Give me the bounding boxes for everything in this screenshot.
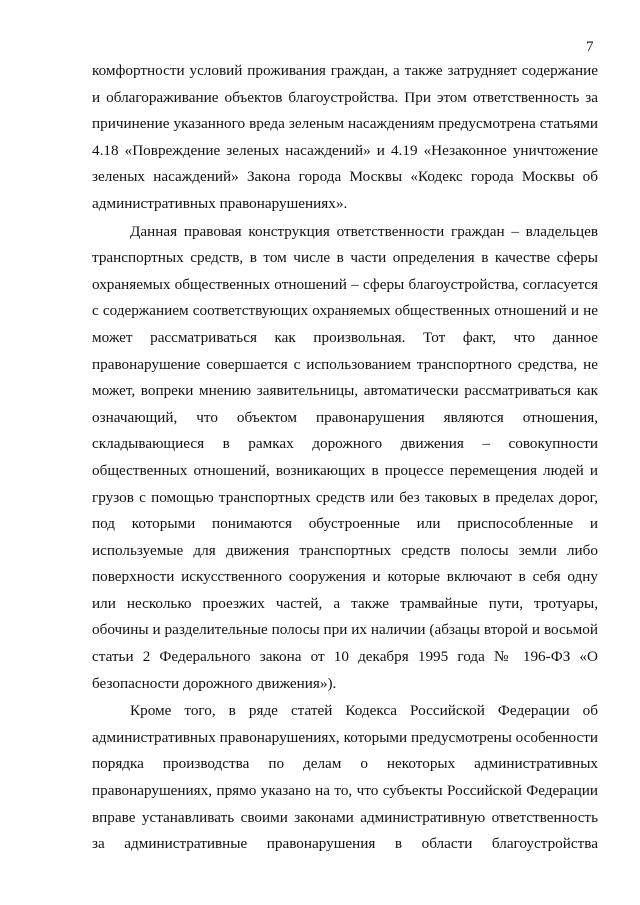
text-line: обочины и разделительные полосы при их наличии (абзацы второй и восьмой (92, 621, 598, 639)
paragraph-3 (92, 698, 598, 858)
text-line: вправе устанавливать своими законами административную ответственность (92, 808, 598, 826)
text-line: может рассматриваться как произвольная. Тот факт, что данное (92, 328, 598, 346)
text-line: с содержанием соответствующих охраняемых общественных отношений и не (92, 302, 598, 320)
text-line: административных правонарушениях, которыми предусмотрены особенности (92, 728, 598, 746)
text-line: комфортности условий проживания граждан, а также затрудняет содержание (92, 62, 598, 79)
text-line: используемые для движения транспортных средств полосы земли либо (92, 541, 598, 559)
paragraph-1 (92, 58, 598, 218)
text-line: порядка производства по делам о некоторых административных (92, 755, 598, 773)
text-line: или несколько проезжих частей, а также трамвайные пути, тротуары, (92, 594, 598, 612)
text-line: 4.18 «Повреждение зеленых насаждений» и 4.19 «Незаконное уничтожение (92, 141, 598, 159)
text-line: правонарушениях, прямо указано на то, что субъекты Российской Федерации (92, 782, 598, 800)
text-line: транспортных средств, в том числе в части определения в качестве сферы (92, 249, 598, 267)
text-line: Кроме того, в ряде статей Кодекса Российской Федерации об (130, 702, 598, 720)
text-line: грузов с помощью транспортных средств или без таковых в пределах дорог, (92, 488, 598, 506)
text-line: административных правонарушениях». (92, 194, 348, 212)
text-line: складывающиеся в рамках дорожного движения – совокупности (92, 435, 598, 453)
text-line: причинение указанного вреда зеленым насаждениям предусмотрена статьями (92, 115, 598, 133)
text-line: безопасности дорожного движения»). (92, 674, 337, 692)
text-line: может, вопреки мнению заявительницы, автоматически рассматриваться как (92, 382, 598, 400)
text-line: поверхности искусственного сооружения и которые включают в себя одну (92, 568, 598, 586)
body-text (92, 58, 598, 858)
paragraph-2 (92, 219, 598, 698)
text-line: под которыми понимаются обустроенные или приспособленные и (92, 515, 598, 533)
text-line: и облагораживание объектов благоустройства. При этом ответственность за (92, 88, 598, 106)
text-line: означающий, что объектом правонарушения являются отношения, (92, 408, 598, 426)
text-line: статьи 2 Федерального закона от 10 декабря 1995 года № 196-ФЗ «О (92, 648, 598, 666)
text-line: охраняемых общественных отношений – сферы благоустройства, согласуется (92, 275, 598, 293)
text-line: общественных отношений, возникающих в процессе перемещения людей и (92, 461, 598, 479)
text-line: зеленых насаждений» Закона города Москвы «Кодекс города Москвы об (92, 168, 598, 186)
text-line: Данная правовая конструкция ответственности граждан – владельцев (130, 222, 598, 240)
text-line: за административные правонарушения в области благоустройства (92, 835, 598, 853)
page-number: 7 (586, 39, 594, 55)
text-line: правонарушение совершается с использованием транспортного средства, не (92, 355, 598, 373)
